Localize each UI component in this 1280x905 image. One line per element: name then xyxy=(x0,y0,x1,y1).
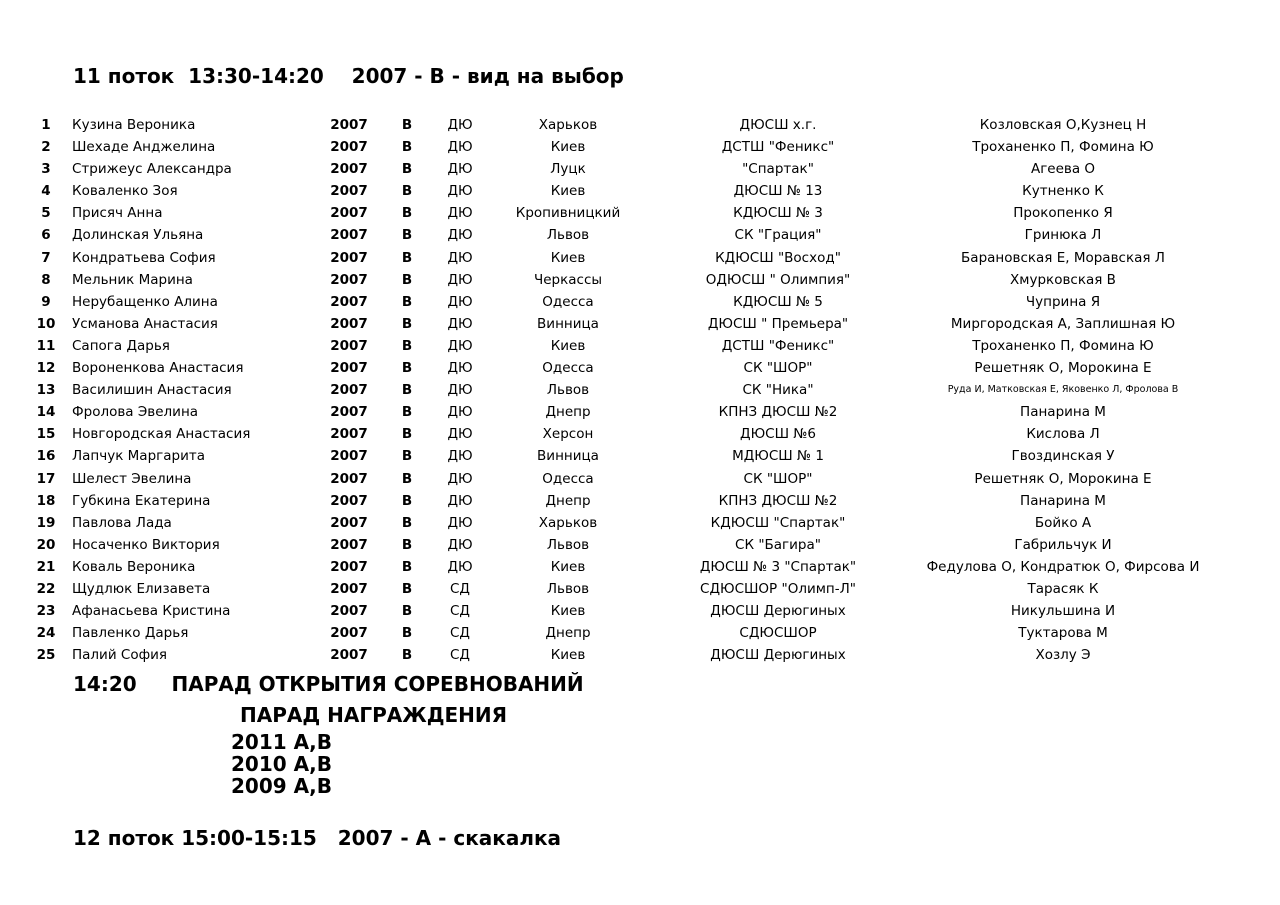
row-number: 25 xyxy=(36,647,56,664)
club: ОДЮСШ " Олимпия" xyxy=(705,271,851,288)
athlete-name: Мельник Марина xyxy=(72,271,193,288)
group: В xyxy=(401,382,413,399)
table-row xyxy=(0,291,1280,313)
athlete-name: Носаченко Виктория xyxy=(72,536,220,553)
coach: Кислова Л xyxy=(1026,426,1100,443)
city: Харьков xyxy=(538,514,598,531)
athlete-name: Афанасьева Кристина xyxy=(72,603,231,620)
city: Киев xyxy=(550,647,586,664)
coach: Козловская О,Кузнец Н xyxy=(979,117,1147,133)
table-row xyxy=(0,158,1280,180)
birth-year: 2007 xyxy=(330,161,368,178)
table-row xyxy=(0,136,1280,158)
city: Черкассы xyxy=(533,271,603,288)
award-line-3: 2009 А,В xyxy=(231,774,332,798)
group: В xyxy=(401,580,413,597)
award-line-2: 2010 А,В xyxy=(231,752,332,776)
city: Винница xyxy=(537,448,599,465)
group: В xyxy=(401,315,413,332)
group: В xyxy=(401,558,413,575)
coach: Бойко А xyxy=(1034,514,1092,531)
table-row xyxy=(0,556,1280,578)
category: ДЮ xyxy=(447,183,473,200)
row-number: 23 xyxy=(36,603,56,620)
city: Львов xyxy=(546,227,590,244)
table-row xyxy=(0,114,1280,136)
row-number: 11 xyxy=(36,337,56,354)
session-12-heading: 12 поток 15:00-15:15 2007 - А - скакалка xyxy=(73,826,562,850)
club: КПНЗ ДЮСШ №2 xyxy=(718,404,838,421)
category: ДЮ xyxy=(447,271,473,288)
category: ДЮ xyxy=(447,382,473,399)
athlete-name: Стрижеус Александра xyxy=(72,161,232,178)
table-row xyxy=(0,313,1280,335)
group: В xyxy=(401,492,413,509)
group: В xyxy=(401,117,413,133)
category: ДЮ xyxy=(447,227,473,244)
birth-year: 2007 xyxy=(330,558,368,575)
club: СК "Багира" xyxy=(735,536,821,553)
city: Кропивницкий xyxy=(515,205,621,222)
birth-year: 2007 xyxy=(330,183,368,200)
city: Киев xyxy=(550,249,586,266)
club: "Спартак" xyxy=(742,161,814,178)
row-number: 2 xyxy=(41,139,51,156)
coach: Решетняк О, Морокина Е xyxy=(974,360,1152,377)
row-number: 20 xyxy=(36,536,56,553)
category: ДЮ xyxy=(447,249,473,266)
city: Одесса xyxy=(542,293,594,310)
table-row xyxy=(0,180,1280,202)
table-row xyxy=(0,224,1280,246)
category: ДЮ xyxy=(447,448,473,465)
row-number: 10 xyxy=(36,315,56,332)
table-row xyxy=(0,622,1280,644)
coach: Федулова О, Кондратюк О, Фирсова И xyxy=(926,558,1200,575)
club: ДЮСШ Дерюгиных xyxy=(710,647,846,664)
coach: Руда И, Матковская Е, Яковенко Л, Фролова В xyxy=(947,384,1179,396)
table-row xyxy=(0,379,1280,401)
category: СД xyxy=(450,603,470,620)
category: ДЮ xyxy=(447,117,473,133)
club: МДЮСШ № 1 xyxy=(732,448,824,465)
club: КПНЗ ДЮСШ №2 xyxy=(718,492,838,509)
coach: Тарасяк К xyxy=(1027,580,1099,597)
table-row xyxy=(0,202,1280,224)
group: В xyxy=(401,205,413,222)
table-row xyxy=(0,578,1280,600)
coach: Габрильчук И xyxy=(1014,536,1112,553)
club: ДЮСШ Дерюгиных xyxy=(710,603,846,620)
birth-year: 2007 xyxy=(330,117,368,133)
athlete-name: Новгородская Анастасия xyxy=(72,426,251,443)
coach: Туктарова М xyxy=(1018,625,1108,642)
row-number: 12 xyxy=(36,360,56,377)
group: В xyxy=(401,337,413,354)
category: ДЮ xyxy=(447,470,473,487)
coach: Гвоздинская У xyxy=(1011,448,1115,465)
city: Киев xyxy=(550,183,586,200)
club: КДЮСШ "Спартак" xyxy=(710,514,846,531)
club: СДЮСШОР xyxy=(739,625,817,642)
birth-year: 2007 xyxy=(330,470,368,487)
coach: Троханенко П, Фомина Ю xyxy=(972,139,1154,156)
club: ДЮСШ №6 xyxy=(740,426,816,443)
club: ДСТШ "Феникс" xyxy=(721,139,835,156)
city: Харьков xyxy=(538,117,598,133)
award-line-1: 2011 А,В xyxy=(231,730,332,754)
club: СК "Грация" xyxy=(734,227,822,244)
birth-year: 2007 xyxy=(330,514,368,531)
group: В xyxy=(401,536,413,553)
athlete-name: Нерубащенко Алина xyxy=(72,293,218,310)
coach: Хозлу Э xyxy=(1035,647,1091,664)
table-row xyxy=(0,247,1280,269)
table-row xyxy=(0,269,1280,291)
coach: Кутненко К xyxy=(1022,183,1104,200)
category: ДЮ xyxy=(447,161,473,178)
club: КДЮСШ № 5 xyxy=(733,293,823,310)
athlete-name: Усманова Анастасия xyxy=(72,315,218,332)
birth-year: 2007 xyxy=(330,293,368,310)
athlete-name: Василишин Анастасия xyxy=(72,382,232,399)
table-row xyxy=(0,445,1280,467)
athlete-name: Коваленко Зоя xyxy=(72,183,178,200)
birth-year: 2007 xyxy=(330,492,368,509)
city: Киев xyxy=(550,603,586,620)
row-number: 4 xyxy=(41,183,51,200)
athlete-name: Вороненкова Анастасия xyxy=(72,360,244,377)
birth-year: 2007 xyxy=(330,205,368,222)
club: ДЮСШ № 3 "Спартак" xyxy=(699,558,857,575)
coach: Барановская Е, Моравская Л xyxy=(961,249,1165,266)
table-row xyxy=(0,468,1280,490)
birth-year: 2007 xyxy=(330,536,368,553)
group: В xyxy=(401,603,413,620)
city: Львов xyxy=(546,580,590,597)
city: Днепр xyxy=(545,492,591,509)
birth-year: 2007 xyxy=(330,580,368,597)
parade-opening-heading: 14:20 ПАРАД ОТКРЫТИЯ СОРЕВНОВАНИЙ xyxy=(73,672,584,696)
group: В xyxy=(401,647,413,664)
row-number: 21 xyxy=(36,558,56,575)
athlete-name: Павлова Лада xyxy=(72,514,172,531)
category: ДЮ xyxy=(447,139,473,156)
row-number: 22 xyxy=(36,580,56,597)
coach: Миргородская А, Заплишная Ю xyxy=(950,315,1176,332)
city: Львов xyxy=(546,536,590,553)
row-number: 3 xyxy=(41,161,51,178)
row-number: 1 xyxy=(41,117,51,133)
club: ДЮСШ № 13 xyxy=(733,183,823,200)
table-row xyxy=(0,512,1280,534)
athlete-name: Кузина Вероника xyxy=(72,117,196,133)
athlete-name: Павленко Дарья xyxy=(72,625,189,642)
birth-year: 2007 xyxy=(330,603,368,620)
club: СК "ШОР" xyxy=(743,470,813,487)
athlete-name: Шелест Эвелина xyxy=(72,470,192,487)
row-number: 7 xyxy=(41,249,51,266)
coach: Чуприна Я xyxy=(1025,293,1101,310)
coach: Агеева О xyxy=(1030,161,1096,178)
table-row xyxy=(0,401,1280,423)
row-number: 5 xyxy=(41,205,51,222)
city: Одесса xyxy=(542,360,594,377)
group: В xyxy=(401,139,413,156)
category: ДЮ xyxy=(447,558,473,575)
club: ДЮСШ х.г. xyxy=(739,117,817,133)
row-number: 13 xyxy=(36,382,56,399)
row-number: 19 xyxy=(36,514,56,531)
row-number: 14 xyxy=(36,404,56,421)
birth-year: 2007 xyxy=(330,448,368,465)
club: ДСТШ "Феникс" xyxy=(721,337,835,354)
coach: Гринюка Л xyxy=(1024,227,1102,244)
city: Киев xyxy=(550,558,586,575)
row-number: 9 xyxy=(41,293,51,310)
category: ДЮ xyxy=(447,514,473,531)
group: В xyxy=(401,227,413,244)
row-number: 18 xyxy=(36,492,56,509)
category: СД xyxy=(450,647,470,664)
group: В xyxy=(401,271,413,288)
group: В xyxy=(401,293,413,310)
group: В xyxy=(401,514,413,531)
table-row xyxy=(0,490,1280,512)
category: ДЮ xyxy=(447,426,473,443)
athlete-name: Кондратьева София xyxy=(72,249,216,266)
athlete-name: Коваль Вероника xyxy=(72,558,196,575)
category: ДЮ xyxy=(447,360,473,377)
birth-year: 2007 xyxy=(330,625,368,642)
row-number: 8 xyxy=(41,271,51,288)
birth-year: 2007 xyxy=(330,426,368,443)
table-row xyxy=(0,335,1280,357)
athlete-name: Палий София xyxy=(72,647,168,664)
parade-awards-heading: ПАРАД НАГРАЖДЕНИЯ xyxy=(240,703,508,727)
birth-year: 2007 xyxy=(330,647,368,664)
city: Днепр xyxy=(545,625,591,642)
table-row xyxy=(0,357,1280,379)
club: КДЮСШ "Восход" xyxy=(715,249,841,266)
coach: Решетняк О, Морокина Е xyxy=(974,470,1152,487)
participants-table xyxy=(0,114,1280,666)
athlete-name: Лапчук Маргарита xyxy=(72,448,205,465)
city: Одесса xyxy=(542,470,594,487)
category: ДЮ xyxy=(447,315,473,332)
athlete-name: Присяч Анна xyxy=(72,205,163,222)
group: В xyxy=(401,404,413,421)
category: ДЮ xyxy=(447,536,473,553)
category: ДЮ xyxy=(447,205,473,222)
row-number: 6 xyxy=(41,227,51,244)
city: Винница xyxy=(537,315,599,332)
session-11-heading: 11 поток 13:30-14:20 2007 - В - вид на выбор xyxy=(73,64,624,88)
category: ДЮ xyxy=(447,492,473,509)
birth-year: 2007 xyxy=(330,382,368,399)
athlete-name: Фролова Эвелина xyxy=(72,404,199,421)
club: СДЮСШОР "Олимп-Л" xyxy=(700,580,856,597)
category: СД xyxy=(450,580,470,597)
row-number: 24 xyxy=(36,625,56,642)
group: В xyxy=(401,161,413,178)
group: В xyxy=(401,426,413,443)
group: В xyxy=(401,625,413,642)
city: Луцк xyxy=(550,161,586,178)
category: ДЮ xyxy=(447,337,473,354)
birth-year: 2007 xyxy=(330,315,368,332)
city: Киев xyxy=(550,139,586,156)
athlete-name: Щудлюк Елизавета xyxy=(72,580,211,597)
city: Киев xyxy=(550,337,586,354)
club: СК "Ника" xyxy=(742,382,814,399)
coach: Панарина М xyxy=(1020,492,1106,509)
birth-year: 2007 xyxy=(330,139,368,156)
athlete-name: Губкина Екатерина xyxy=(72,492,211,509)
club: КДЮСШ № 3 xyxy=(733,205,823,222)
athlete-name: Шехаде Анджелина xyxy=(72,139,216,156)
city: Львов xyxy=(546,382,590,399)
category: ДЮ xyxy=(447,293,473,310)
table-row xyxy=(0,600,1280,622)
club: ДЮСШ " Премьера" xyxy=(707,315,849,332)
athlete-name: Долинская Ульяна xyxy=(72,227,204,244)
table-row xyxy=(0,644,1280,666)
birth-year: 2007 xyxy=(330,271,368,288)
group: В xyxy=(401,249,413,266)
table-row xyxy=(0,423,1280,445)
coach: Троханенко П, Фомина Ю xyxy=(972,337,1154,354)
category: СД xyxy=(450,625,470,642)
group: В xyxy=(401,360,413,377)
group: В xyxy=(401,183,413,200)
row-number: 17 xyxy=(36,470,56,487)
athlete-name: Сапога Дарья xyxy=(72,337,170,354)
birth-year: 2007 xyxy=(330,360,368,377)
coach: Прокопенко Я xyxy=(1013,205,1113,222)
row-number: 15 xyxy=(36,426,56,443)
row-number: 16 xyxy=(36,448,56,465)
group: В xyxy=(401,470,413,487)
coach: Никульшина И xyxy=(1010,603,1116,620)
birth-year: 2007 xyxy=(330,249,368,266)
birth-year: 2007 xyxy=(330,337,368,354)
category: ДЮ xyxy=(447,404,473,421)
table-row xyxy=(0,534,1280,556)
club: СК "ШОР" xyxy=(743,360,813,377)
coach: Хмурковская В xyxy=(1010,271,1116,288)
group: В xyxy=(401,448,413,465)
birth-year: 2007 xyxy=(330,227,368,244)
city: Днепр xyxy=(545,404,591,421)
city: Херсон xyxy=(542,426,594,443)
coach: Панарина М xyxy=(1020,404,1106,421)
birth-year: 2007 xyxy=(330,404,368,421)
